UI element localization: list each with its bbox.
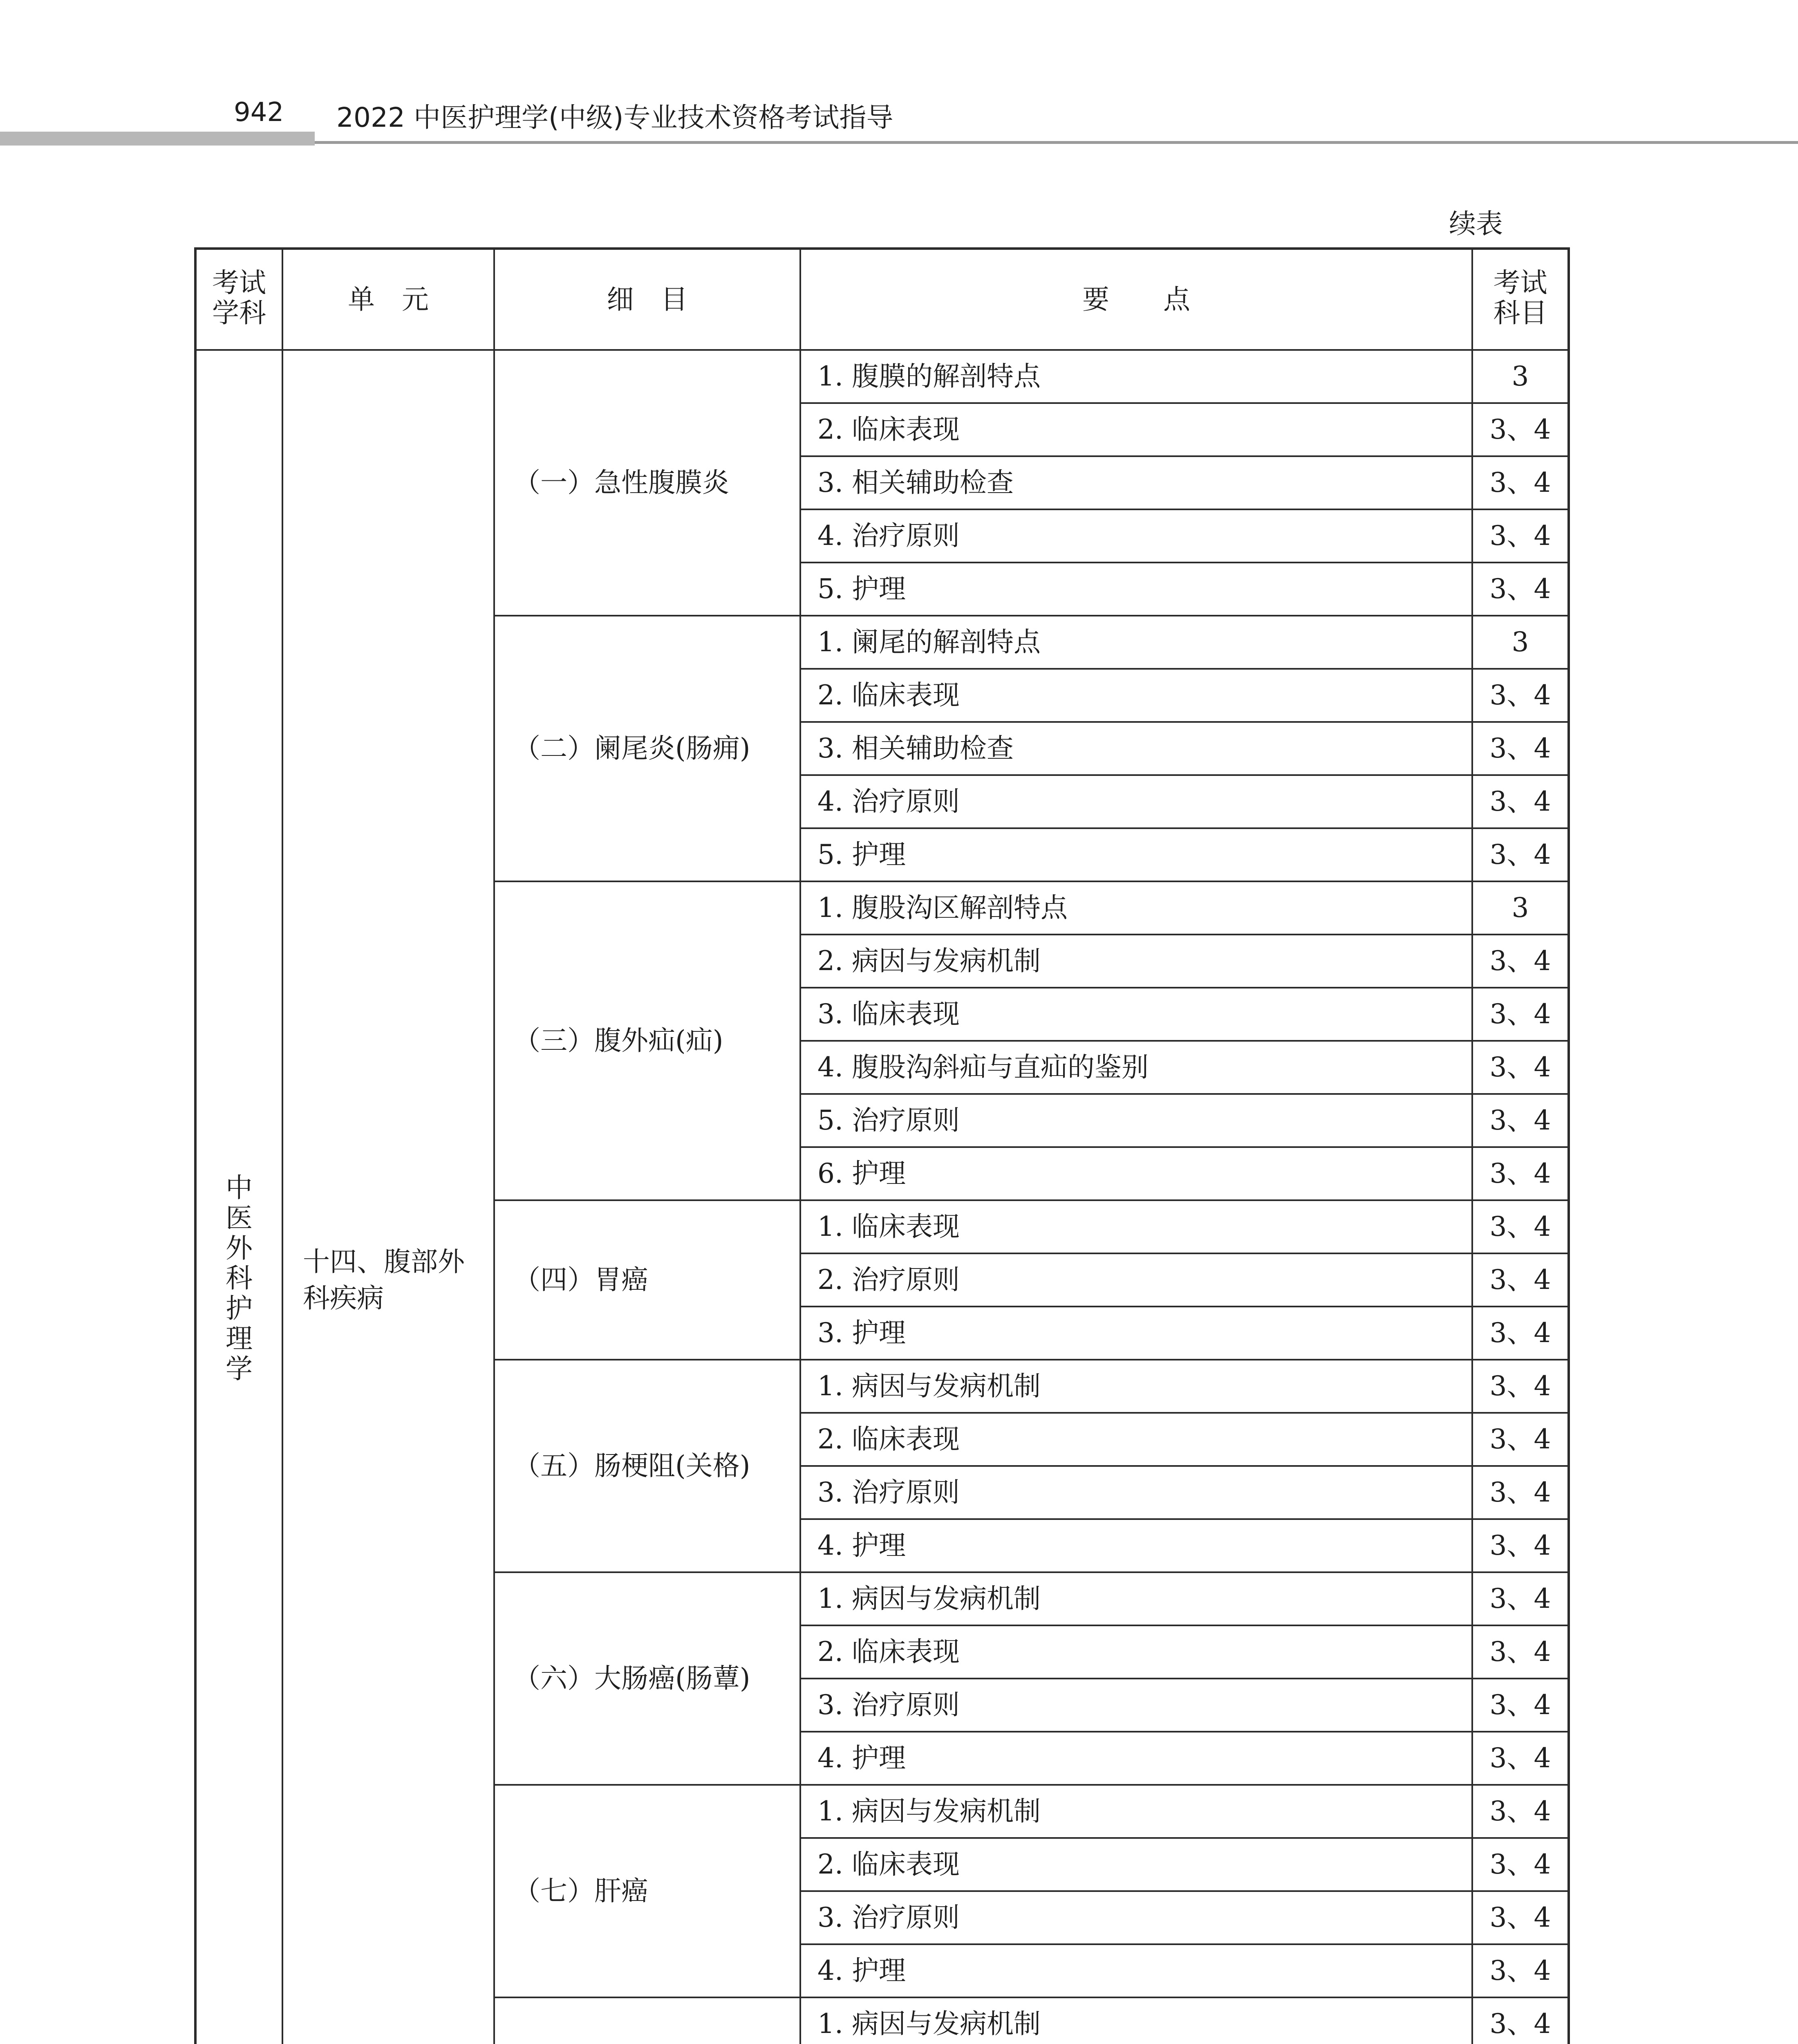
unit-cell: 十四、腹部外科疾病 [282,350,494,2044]
exam-subject-cell: 3、4 [1472,935,1569,988]
item-cell [494,1997,800,2044]
table-body [195,350,1569,2044]
key-point-cell: 3. 相关辅助检查 [800,722,1472,775]
key-point-cell: 4. 护理 [800,1732,1472,1785]
exam-subject-cell: 3、4 [1472,775,1569,828]
exam-subject-cell: 3 [1472,616,1569,669]
key-point-cell: 4. 护理 [800,1944,1472,1997]
continued-label: 续表 [1449,208,1503,240]
key-point-cell: 1. 临床表现 [800,1200,1472,1253]
key-point-cell: 3. 治疗原则 [800,1679,1472,1732]
exam-subject-cell: 3、4 [1472,1679,1569,1732]
key-point-cell: 2. 临床表现 [800,1625,1472,1679]
exam-subject-cell: 3、4 [1472,1944,1569,1997]
exam-subject-cell: 3、4 [1472,1466,1569,1519]
exam-discipline: 中医外科护理学 [226,1172,253,1385]
key-point-cell: 5. 治疗原则 [800,1094,1472,1147]
table-header-row [195,249,1569,350]
key-point-cell: 3. 治疗原则 [800,1466,1472,1519]
key-point-cell: 2. 临床表现 [800,1413,1472,1466]
key-point-cell: 4. 腹股沟斜疝与直疝的鉴别 [800,1041,1472,1094]
header-exam-discipline: 考试学科 [195,249,282,350]
item-cell: （七）肝癌 [494,1785,800,1997]
exam-subject-cell: 3、4 [1472,1838,1569,1891]
header-unit: 单 元 [282,249,494,350]
header-item: 细 目 [494,249,800,350]
exam-subject-cell: 3、4 [1472,988,1569,1041]
key-point-cell: 1. 腹股沟区解剖特点 [800,881,1472,935]
table-row [195,350,1569,403]
key-point-cell: 2. 病因与发病机制 [800,935,1472,988]
key-point-cell: 4. 治疗原则 [800,509,1472,563]
exam-subject-cell: 3、4 [1472,1732,1569,1785]
key-point-cell: 1. 病因与发病机制 [800,1360,1472,1413]
header-rule [315,141,1798,144]
key-point-cell: 2. 临床表现 [800,403,1472,456]
exam-subject-cell: 3、4 [1472,403,1569,456]
item-cell: （一）急性腹膜炎 [494,350,800,616]
item-cell: （二）阑尾炎(肠痈) [494,616,800,881]
exam-subject-cell: 3、4 [1472,1785,1569,1838]
exam-subject-cell: 3、4 [1472,1997,1569,2044]
header-rule-accent [0,132,315,146]
exam-subject-cell: 3、4 [1472,1041,1569,1094]
header-exam-subject: 考试科目 [1472,249,1569,350]
exam-subject-cell: 3、4 [1472,1200,1569,1253]
exam-subject-cell: 3、4 [1472,1094,1569,1147]
exam-discipline-cell [195,350,282,2044]
exam-subject-cell: 3 [1472,881,1569,935]
exam-subject-cell: 3、4 [1472,722,1569,775]
exam-subject-cell: 3、4 [1472,1253,1569,1307]
exam-subject-cell: 3、4 [1472,1572,1569,1625]
item-cell: （四）胃癌 [494,1200,800,1360]
exam-subject-cell: 3、4 [1472,669,1569,722]
key-point-cell: 3. 相关辅助检查 [800,456,1472,509]
exam-subject-cell: 3、4 [1472,1625,1569,1679]
key-point-cell: 5. 护理 [800,828,1472,881]
exam-subject-cell: 3、4 [1472,1891,1569,1944]
item-cell: （六）大肠癌(肠蕈) [494,1572,800,1785]
key-point-cell: 5. 护理 [800,563,1472,616]
key-point-cell: 1. 腹膜的解剖特点 [800,350,1472,403]
key-point-cell: 3. 护理 [800,1307,1472,1360]
header-key-points: 要 点 [800,249,1472,350]
key-point-cell: 3. 治疗原则 [800,1891,1472,1944]
key-point-cell: 4. 治疗原则 [800,775,1472,828]
key-point-cell: 2. 临床表现 [800,1838,1472,1891]
item-cell: （五）肠梗阻(关格) [494,1360,800,1572]
page-number: 942 [234,97,284,128]
key-point-cell: 2. 临床表现 [800,669,1472,722]
exam-subject-cell: 3、4 [1472,1360,1569,1413]
exam-subject-cell: 3、4 [1472,1307,1569,1360]
key-point-cell: 1. 病因与发病机制 [800,1785,1472,1838]
exam-subject-cell: 3、4 [1472,1413,1569,1466]
key-point-cell: 6. 护理 [800,1147,1472,1200]
exam-subject-cell: 3、4 [1472,1519,1569,1572]
key-point-cell: 1. 病因与发病机制 [800,1997,1472,2044]
exam-subject-cell: 3 [1472,350,1569,403]
key-point-cell: 1. 阑尾的解剖特点 [800,616,1472,669]
syllabus-table [194,247,1570,2044]
item-cell: （三）腹外疝(疝) [494,881,800,1200]
exam-subject-cell: 3、4 [1472,828,1569,881]
exam-subject-cell: 3、4 [1472,509,1569,563]
exam-subject-cell: 3、4 [1472,1147,1569,1200]
key-point-cell: 4. 护理 [800,1519,1472,1572]
book-title: 2022 中医护理学(中级)专业技术资格考试指导 [336,102,893,133]
key-point-cell: 2. 治疗原则 [800,1253,1472,1307]
exam-subject-cell: 3、4 [1472,456,1569,509]
key-point-cell: 3. 临床表现 [800,988,1472,1041]
exam-subject-cell: 3、4 [1472,563,1569,616]
key-point-cell: 1. 病因与发病机制 [800,1572,1472,1625]
